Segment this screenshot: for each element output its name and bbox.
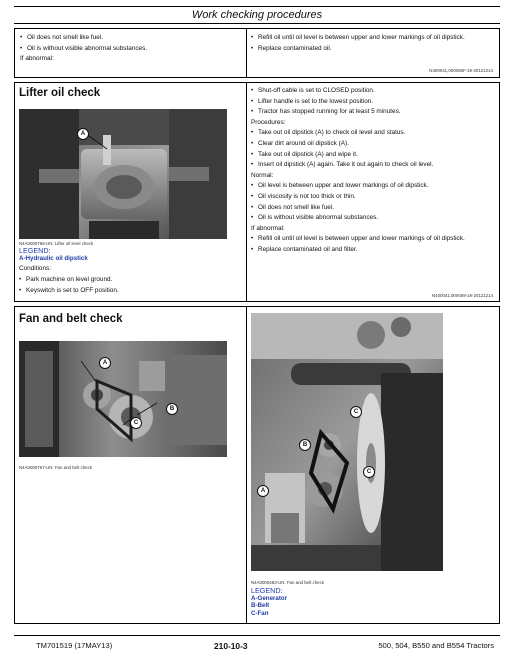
lifter-oil-section xyxy=(14,82,500,302)
fan-photo-left xyxy=(19,341,227,457)
list-item: • Replace contaminated oil. xyxy=(251,45,491,54)
fan-photo-left-image xyxy=(19,341,227,457)
list-item: • Refill oil until oil level is between upper and lower markings of oil dipstick. xyxy=(251,34,491,43)
top-right-bullets xyxy=(251,34,491,53)
list-item: • Clear dirt around oil dipstick (A). xyxy=(251,140,491,149)
if-abnormal-label: If abnormal: xyxy=(251,224,285,232)
fan-column-divider xyxy=(246,307,247,623)
callout-c: C xyxy=(350,406,362,418)
top-right-column xyxy=(251,34,491,53)
callout-a: A xyxy=(99,357,111,369)
page-title: Work checking procedures xyxy=(191,9,323,21)
list-item: • Tractor has stopped running for at least 5 minutes. xyxy=(251,108,491,117)
legend-item: B-Belt xyxy=(251,602,270,610)
header-rule-bottom xyxy=(14,23,500,24)
fan-legend xyxy=(251,587,451,617)
section-title: Lifter oil check xyxy=(19,87,101,99)
top-left-bullets xyxy=(20,34,245,53)
list-item: • Insert oil dipstick (A) again. Take it out again to check oil level. xyxy=(251,161,491,170)
list-item: • Park machine on level ground. xyxy=(19,276,229,285)
callout-a: A xyxy=(77,128,89,140)
top-column-divider xyxy=(246,29,247,77)
list-item: • Replace contaminated oil and filter. xyxy=(251,246,491,255)
photo-reference: N4A0000767-UN: Fan and belt check xyxy=(19,465,92,470)
list-item: • Take out oil dipstick (A) and wipe it. xyxy=(251,151,491,160)
lifter-preconditions xyxy=(251,87,491,117)
callout-c: C xyxy=(363,466,375,478)
conditions-list xyxy=(19,276,229,295)
list-item: • Oil is without visible abnormal substances. xyxy=(20,45,245,54)
header-rule-top xyxy=(14,6,500,7)
list-item: • Keyswitch is set to OFF position. xyxy=(19,287,229,296)
normal-label: Normal: xyxy=(251,171,274,179)
list-item: • Take out oil dipstick (A) to check oil level and status. xyxy=(251,129,491,138)
photo-reference: N4A0000766-UN: Lifter oil level check xyxy=(19,241,94,246)
lifter-photo xyxy=(19,109,227,239)
photo-reference: N4A0000483-UN: Fan and belt check xyxy=(251,580,324,585)
normal-list xyxy=(251,182,491,222)
reference-code: N400041,000069-19-20121214 xyxy=(431,293,493,298)
conditions-label: Conditions: xyxy=(19,265,51,273)
section-title: Fan and belt check xyxy=(19,313,123,325)
abnormal-list xyxy=(251,235,491,254)
fan-photo-right-image xyxy=(251,313,443,571)
legend-item: C-Fan xyxy=(251,609,269,617)
procedures-label: Procedures: xyxy=(251,118,286,126)
list-item: • Oil does not smell like fuel. xyxy=(251,204,491,213)
footer-rule xyxy=(14,635,500,636)
legend-item: A-Hydraulic oil dipstick xyxy=(19,255,88,262)
lifter-column-divider xyxy=(246,83,247,301)
procedures-list xyxy=(251,129,491,169)
lifter-legend xyxy=(19,247,229,295)
legend-heading: LEGEND: xyxy=(19,246,51,255)
callout-c: C xyxy=(130,417,142,429)
legend-item: A-Generator xyxy=(251,595,288,602)
fan-photo-right xyxy=(251,313,443,571)
list-item: • Oil does not smell like fuel. xyxy=(20,34,245,43)
footer-page-number: 210-10-3 xyxy=(214,641,248,651)
fan-belt-section xyxy=(14,306,500,624)
list-item: • Oil level is between upper and lower markings of oil dipstick. xyxy=(251,182,491,191)
if-abnormal-label: If abnormal: xyxy=(20,55,54,63)
list-item: • Lifter handle is set to the lowest position. xyxy=(251,98,491,107)
list-item: • Oil viscosity is not too thick or thin. xyxy=(251,193,491,202)
list-item: • Oil is without visible abnormal substances. xyxy=(251,214,491,223)
callout-b: B xyxy=(166,403,178,415)
top-section xyxy=(14,28,500,78)
reference-code: N400041,000065F-19-20121214 xyxy=(429,68,493,73)
list-item: • Refill oil until oil level is between upper and lower markings of oil dipstick. xyxy=(251,235,491,244)
top-left-column xyxy=(20,34,245,64)
footer-doc-id: TM701519 (17MAY13) xyxy=(36,641,113,650)
legend-heading: LEGEND: xyxy=(251,586,283,595)
callout-a: A xyxy=(257,485,269,497)
lifter-photo-image xyxy=(19,109,227,239)
footer-models: 500, 504, B550 and B554 Tractors xyxy=(378,641,494,650)
list-item: • Shut-off cable is set to CLOSED position. xyxy=(251,87,491,96)
callout-b: B xyxy=(299,439,311,451)
lifter-right-column xyxy=(251,87,491,255)
